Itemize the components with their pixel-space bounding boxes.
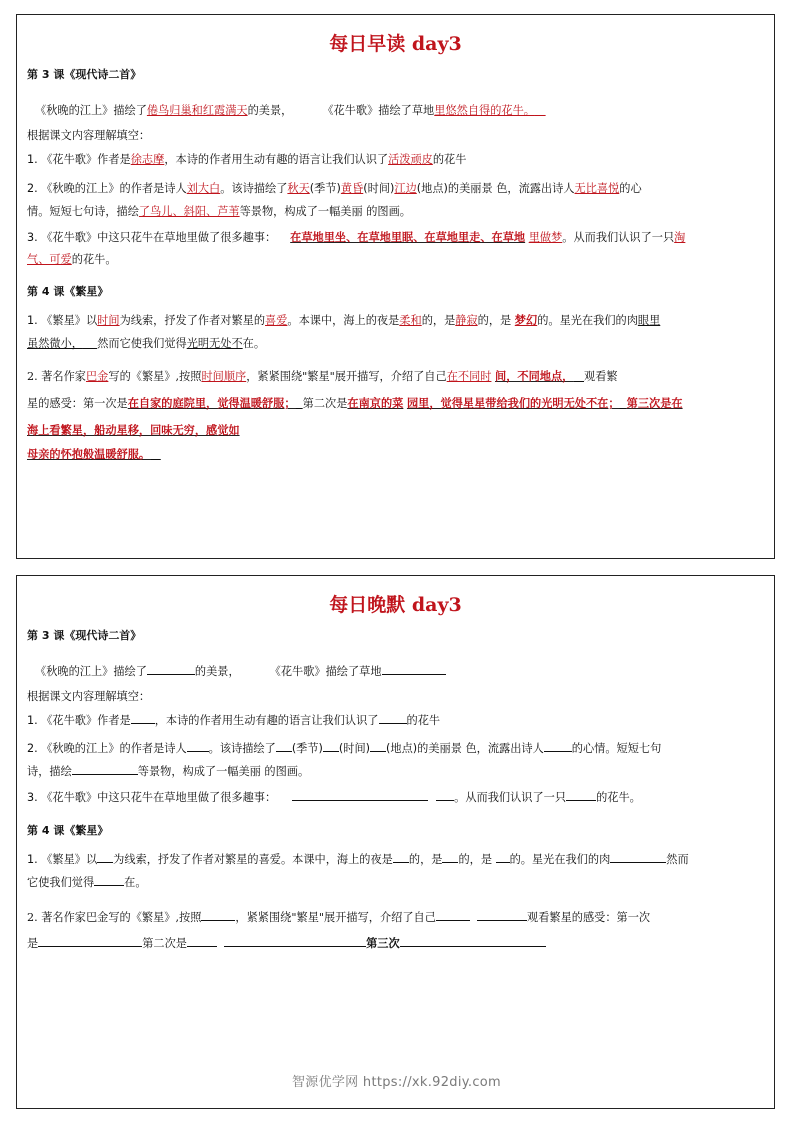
poem-summary-line [35, 660, 766, 683]
answer: 淘 [674, 231, 686, 244]
text: 2. 著名作家巴金写的《繁星》,按照 [27, 911, 202, 924]
evening-dictation-box [16, 575, 775, 1109]
text: 。从而我们认识了一只 [562, 231, 675, 244]
answer: 喜爱 [265, 314, 288, 327]
text: 2. 著名作家 [27, 370, 86, 383]
answer: 江边 [394, 182, 417, 195]
answer: 眼里 [637, 314, 661, 327]
text: (地点)的美丽景 色，流露出诗人 [386, 742, 544, 755]
question-5-line-2 [27, 392, 766, 415]
text: 在。 [124, 876, 147, 889]
question-4-line-1 [27, 848, 766, 871]
text: 的花牛 [406, 714, 441, 727]
answer: 静寂 [455, 314, 478, 327]
text: (季节) [309, 182, 341, 195]
poem-summary-line [35, 99, 766, 122]
blank[interactable] [370, 739, 386, 752]
text: 1. 《花牛歌》作者是 [27, 714, 131, 727]
question-4-line-2 [27, 871, 766, 894]
text: (时间) [338, 742, 371, 755]
morning-reading-box [16, 14, 775, 559]
text: 虽然微小， [27, 337, 83, 350]
question-2-line-1 [27, 737, 766, 760]
answer: 在不同时 [446, 370, 492, 383]
text: 的美景， [194, 665, 240, 678]
text: 是 [27, 937, 39, 950]
text: 《花牛歌》描绘了草地 [322, 104, 435, 117]
question-5-line-1 [27, 365, 766, 388]
answer: 倦鸟归巢和红霞满天 [146, 104, 248, 117]
answer: 时间 [97, 314, 120, 327]
blank[interactable] [147, 662, 195, 675]
answer: 在自家的庭院里，觉得温暖舒服； [127, 397, 296, 410]
text: ，本诗的作者用生动有趣的语言让我们认识了 [154, 714, 379, 727]
answer: 徐志摩 [130, 153, 165, 166]
answer: 了鸟儿、斜阳、芦苇 [138, 205, 240, 218]
blank[interactable] [38, 934, 142, 947]
text: 的，是 [408, 853, 443, 866]
text: 。该诗描绘了 [220, 182, 288, 195]
answer: 气、可爱 [27, 253, 72, 266]
answer: 时间顺序 [201, 370, 247, 383]
text: 2. 《秋晚的江上》的作者是诗人 [27, 742, 187, 755]
lesson4-heading: 第 4 课《繁星》 [27, 285, 109, 298]
blank[interactable] [610, 850, 666, 863]
question-5-line-1 [27, 906, 766, 929]
text: 然而 [666, 853, 689, 866]
text: (时间) [363, 182, 395, 195]
answer: 光明无处不 [186, 337, 243, 350]
text: ，紧紧围绕"繁星"展开描写，介绍了自己 [246, 370, 447, 383]
text: 然而它使我们觉得 [97, 337, 187, 350]
answer: 母亲的怀抱般温暖舒服。 [27, 448, 151, 461]
text: 的。星光在我们的肉 [509, 853, 611, 866]
answer: 梦幻 [514, 314, 538, 327]
question-5-line-4 [27, 443, 766, 466]
text: 星的感受：第一次是 [27, 397, 128, 410]
lesson4-heading: 第 4 课《繁星》 [27, 824, 109, 837]
blank[interactable] [97, 850, 113, 863]
answer: 巴金 [85, 370, 109, 383]
text: 的花牛。 [71, 253, 117, 266]
question-3-line-2 [27, 248, 766, 271]
instruction: 根据课文内容理解填空： [27, 690, 151, 703]
blank[interactable] [436, 908, 470, 921]
text: 第三次 [366, 937, 400, 950]
text: 《花牛歌》描绘了草地 [269, 665, 382, 678]
text: 等景物，构成了一幅美丽 的图画。 [239, 205, 411, 218]
text: 的，是 [477, 314, 512, 327]
text: 写的《繁星》,按照 [108, 370, 202, 383]
blank[interactable] [379, 711, 407, 724]
text: 2. 《秋晚的江上》的作者是诗人 [27, 182, 187, 195]
answer: 无比喜悦 [574, 182, 620, 195]
answer: 在草地里坐、在草地里眠、在草地里走、在草地 [290, 231, 526, 244]
blank[interactable] [400, 934, 546, 947]
text: (季节) [291, 742, 323, 755]
lesson3-heading: 第 3 课《现代诗二首》 [27, 68, 142, 81]
question-1 [27, 709, 766, 732]
blank[interactable] [94, 873, 124, 886]
morning-title: 每日早读 day3 [329, 33, 462, 55]
blank[interactable] [382, 662, 446, 675]
blank[interactable] [496, 850, 510, 863]
answer: 第三次是在 [626, 397, 683, 410]
text: 它使我们觉得 [27, 876, 95, 889]
text: 的心情。短短七句 [571, 742, 662, 755]
blank[interactable] [442, 850, 458, 863]
answer: 间，不同地点， [495, 369, 574, 383]
question-3 [27, 786, 766, 809]
text: (地点)的美丽景 色，流露出诗人 [416, 182, 575, 195]
blank[interactable] [224, 934, 366, 947]
answer: 里做梦 [528, 231, 563, 244]
text: 《秋晚的江上》描绘了 [35, 665, 147, 678]
blank[interactable] [323, 739, 339, 752]
blank[interactable] [393, 850, 409, 863]
answer: 海上看繁星，船动星移，回味无穷，感觉如 [27, 424, 240, 437]
text: 的心 [619, 182, 642, 195]
question-1 [27, 148, 766, 171]
text: ，紧紧围绕"繁星"展开描写，介绍了自己 [235, 911, 436, 924]
question-4-line-2 [27, 332, 766, 355]
question-5-line-3 [27, 419, 766, 442]
lesson3-heading: 第 3 课《现代诗二首》 [27, 629, 142, 642]
site-watermark: 智源优学网 https://xk.92diy.com [291, 1075, 502, 1090]
text: 。本课中，海上的夜是 [287, 314, 400, 327]
blank[interactable] [276, 739, 292, 752]
text: 《秋晚的江上》描绘了 [35, 104, 147, 117]
text: 观看繁 [584, 370, 618, 383]
text: 。该诗描绘了 [208, 742, 276, 755]
text: 1. 《繁星》以 [27, 314, 98, 327]
answer: 园里，觉得星星带给我们的光明无处不在； [406, 397, 620, 410]
blank[interactable] [544, 739, 572, 752]
blank[interactable] [292, 788, 428, 801]
blank[interactable] [436, 788, 454, 801]
question-2-line-2 [27, 200, 766, 223]
text: 观看繁星的感受：第一次 [527, 911, 651, 924]
text: 3. 《花牛歌》中这只花牛在草地里做了很多趣事： [27, 791, 277, 804]
question-5-line-2 [27, 932, 766, 955]
answer: 里悠然自得的花牛。 [434, 104, 535, 117]
blank[interactable] [477, 908, 527, 921]
text: 第二次是 [142, 937, 187, 950]
text: 1. 《繁星》以 [27, 853, 98, 866]
question-2-line-2 [27, 760, 766, 783]
answer: 黄昏 [340, 182, 364, 195]
text: 的。星光在我们的肉 [537, 314, 638, 327]
blank[interactable] [131, 711, 155, 724]
blank[interactable] [72, 762, 138, 775]
answer: 在南京的菜 [347, 397, 404, 410]
text: 1. 《花牛歌》作者是 [27, 153, 131, 166]
blank[interactable] [201, 908, 235, 921]
text: ，本诗的作者用生动有趣的语言让我们认识了 [164, 153, 389, 166]
instruction: 根据课文内容理解填空： [27, 129, 151, 142]
text: 为线索，抒发了作者对繁星的 [119, 314, 266, 327]
text: 。从而我们认识了一只 [454, 791, 567, 804]
text: 的，是 [421, 314, 456, 327]
text: 的花牛 [432, 153, 467, 166]
text: 在。 [242, 337, 266, 350]
blank[interactable] [566, 788, 596, 801]
answer: 秋天 [287, 182, 310, 195]
text: 的花牛。 [596, 791, 641, 804]
text: 3. 《花牛歌》中这只花牛在草地里做了很多趣事： [27, 231, 277, 244]
text: 诗，描绘 [27, 765, 72, 778]
text: 情。短短七句诗，描绘 [27, 205, 139, 218]
answer: 刘大白 [186, 182, 221, 195]
question-2-line-1 [27, 177, 766, 200]
text: 的美景， [247, 104, 293, 117]
answer: 柔和 [399, 314, 422, 327]
evening-title: 每日晚默 day3 [329, 594, 462, 616]
blank[interactable] [187, 739, 209, 752]
text: 的，是 [458, 853, 493, 866]
text: 第二次是 [302, 397, 348, 410]
answer: 活泼顽皮 [388, 153, 433, 166]
text: 为线索，抒发了作者对繁星的喜爱。本课中，海上的夜是 [113, 853, 393, 866]
text: 等景物，构成了一幅美丽 的图画。 [137, 765, 310, 778]
question-3-line-1 [27, 226, 766, 249]
question-4-line-1 [27, 309, 766, 332]
blank[interactable] [187, 934, 217, 947]
